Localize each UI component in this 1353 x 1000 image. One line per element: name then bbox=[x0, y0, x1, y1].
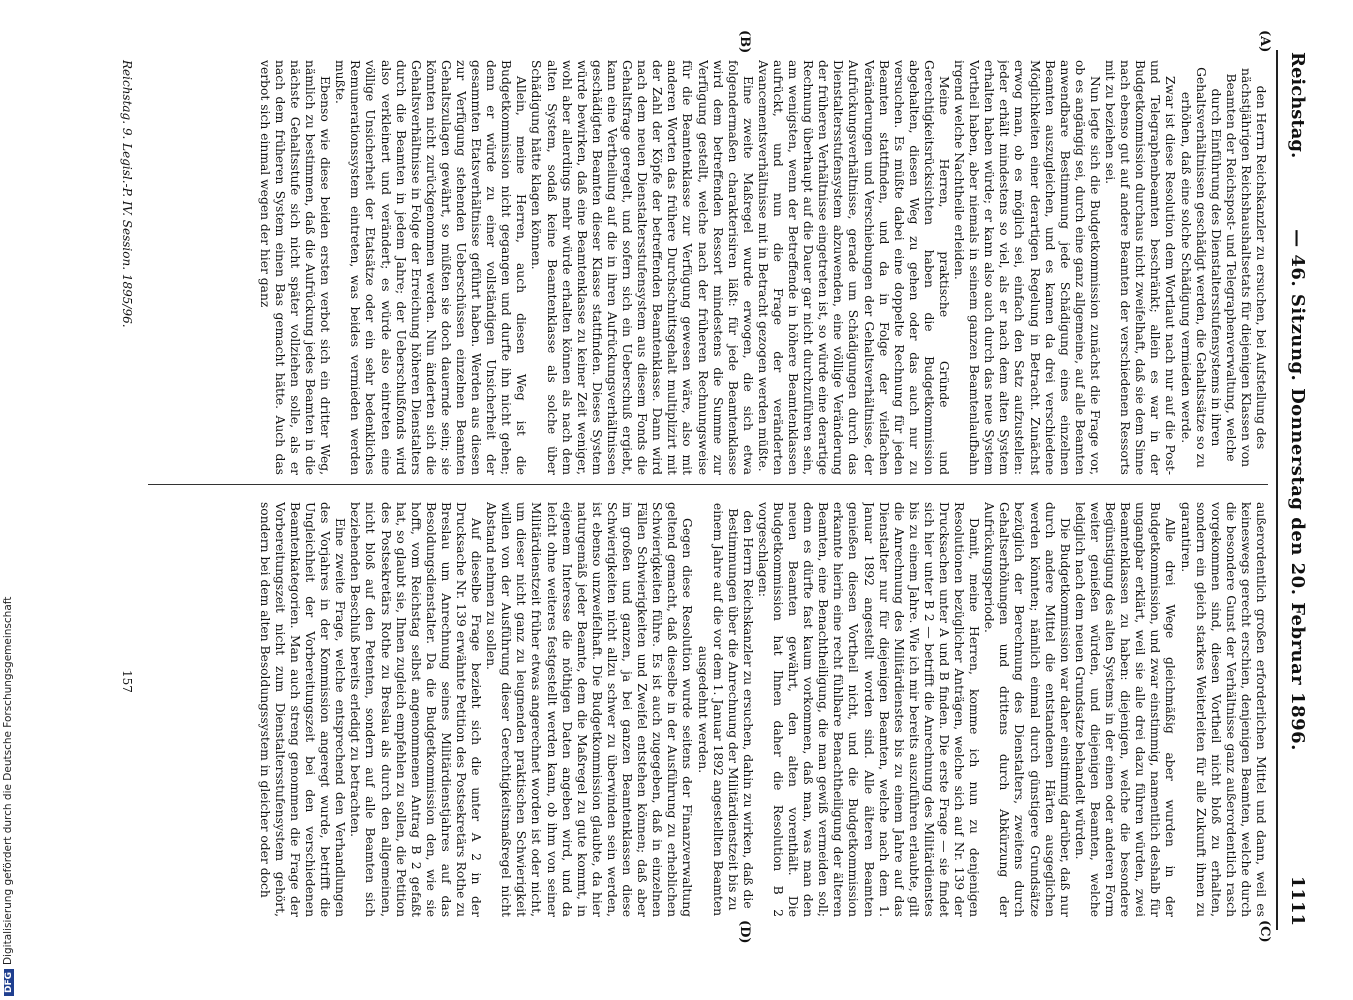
paragraph: Meine Herren, praktische Gründe und Gerechtigkeitsrücksichten haben die Budgetkommission abgehalten, diesen Weg zu gehen oder das auch nur zu versuchen. Es müßte dabei eine doppelte Rechnung für jeden Beamten stattfinden, und da in Folge der vielfachen Veränderungen und Verschiebungen der Gehaltsverhältnisse, der Aufrückungsverhältnisse, gerade um Schädigungen durch das Dienstaltersstufensystem abzuwenden, eine völlige Veränderung der früheren Verhältnisse eingetreten ist, so würde eine derartige Rechnung überhaupt auf die Dauer gar nicht durchzuführen sein, am wenigsten, wenn der Betreffende in höhere Beamtenklassen aufrückt, und nun die Frage der veränderten Avancementsverhältnisse mit in Betracht gezogen werden müßte. bbox=[755, 60, 952, 475]
margin-marker-c: (C) bbox=[1257, 920, 1272, 943]
left-text-column bbox=[148, 60, 1268, 475]
paragraph: Eine zweite Frage, welche entsprechend den Verhandlungen des Vorjahres in der Kommission angeregt wurde, betrifft die Ungleichheit der Vorbereitungszeit bei den verschiedenen Beamtenkategorien. Man auch streng genommen die Frage der Vorbereitungszeit nicht zum Dienstaltersstufensystem gehört, sondern bei dem alten Besoldungssystem in gleicher oder doch bbox=[257, 502, 348, 917]
paragraph: Alle drei Wege gleichmäßig aber wurden in der Budgetkommission, und zwar einstimmig, namentlich deshalb für ungangbar erklärt, weil sie alle drei dazu führen würden, zwei Beamtenklassen zu haben: diejenigen, welche die besondere Begünstigung des alten Systems in der einen oder anderen Form weiter genießen würden, und diejenigen Beamten, welche lediglich nach dem neuen Grundsatze behandelt würden. bbox=[1072, 502, 1178, 917]
paragraph: Zwar ist diese Resolution dem Wortlaut nach nur auf die Post- und Telegraphenbeamten beschränkt; allein es war in der Budgetkommission durchaus nicht zweifelhaft, daß sie dem Sinne nach ebenso gut auf andere Beamten der verschiedenen Ressorts mit zu beziehen sei. bbox=[1103, 60, 1178, 475]
paragraph: Allein, meine Herren, auch diesen Weg ist die Budgetkommission nicht gegangen und durfte ihn nicht gehen; denn er würde zu einer vollständigen Unsicherheit der gesammten Etatsverhältnisse geführt haben. Werden aus diesen zur Verfügung stehenden Ueberschüssen einzelnen Beamten Gehaltszulagen gewährt, so müßten sie doch dauernde sein; sie könnten nicht zurückgenommen werden. Nun änderten sich die Gehaltsverhältnisse in Folge der Erreichung höheren Dienstalters durch die Beamten in jedem Jahre; der Ueberschußfonds wird also verkleinert und verändert; es würde also eintreten eine völlige Unsicherheit der Etatsätze oder ein sehr bedenkliches Remunerationssystem eintreten, was beides vermieden werden mußte. bbox=[333, 60, 529, 475]
margin-marker-a: (A) bbox=[1257, 30, 1272, 53]
paragraph: außerordentlich großen erforderlichen Mittel und dann, weil es keineswegs gerecht erschien, denjenigen Beamten, welche durch die besondere Gunst der Verhältnisse ganz außerordentlich rasch vorgekommen sind, diesen Vortheil nicht bloß zu erhalten, sondern ein gleich starkes Weiterleiten für alle Zukunft ihnen zu garantiren. bbox=[1178, 502, 1268, 917]
paragraph: Die Budgetkommission war daher einstimmig darüber, daß nur durch andere Mittel die entstandenen Härten ausgeglichen werden könnten; nämlich einmal durch günstigere Grundsätze bezüglich der Berechnung des Dienstalters, zweitens durch Gehaltserhöhungen und drittens durch Abkürzung der Aufrückungsperiode. bbox=[982, 502, 1072, 917]
paragraph: Gegen diese Resolution wurde seitens der Finanzverwaltung geltend gemacht, daß dieselbe in der Ausführung zu erheblichen Schwierigkeiten führe. Es ist auch zugegeben, daß in einzelnen Fällen Schwierigkeiten und Zweifel entstehen können; daß aber im großen und ganzen, ja bei ganzen Beamtenklassen diese Schwierigkeiten nicht allzu schwer zu überwinden sein werden, ist ebenso unzweifelhaft. Die Budgetkommission glaubte, da hier naturgemäß jeder Beamte, dem die Maßregel zu gute kommt, in eigenem Interesse die nöthigen Daten angeben wird, und da leicht ohne weiteres festgestellt werden kann, ob ihm von seiner Militärdienstzeit früher etwas angerechnet worden ist oder nicht, um dieser nicht ganz zu leugnenden praktischen Schwierigkeit willen von der Ausführung dieser Gerechtigkeitsmaßregel nicht Abstand nehmen zu sollen. bbox=[484, 502, 695, 917]
paragraph: den Herrn Reichskanzler zu ersuchen, bei Aufstellung des nächstjährigen Reichshaushaltsetats für diejenigen Klassen von Beamten der Reichspost- und Telegraphenverwaltung, welche durch Einführung des Dienstaltersstufensystems in ihren Gehaltsverhältnissen geschädigt werden, die Gehaltssätze so zu erhöhen, daß eine solche Schädigung vermieden werde. bbox=[1178, 67, 1268, 468]
margin-marker-b: (B) bbox=[737, 30, 752, 54]
digitization-credit bbox=[2, 597, 14, 996]
dfg-logo: DFG bbox=[4, 969, 14, 996]
column-divider bbox=[148, 484, 1268, 485]
margin-marker-d: (D) bbox=[737, 920, 752, 944]
paragraph: Eine zweite Maßregel wurde erwogen, die sich etwa folgendermaßen charakterisiren läßt: für jede Beamtenklasse wird dem betreffenden Ressort mindestens die Summe zur Verfügung gestellt, welche nach der früheren Rechnungsweise für die Beamtenklasse zur Verfügung gewesen wäre, also mit anderen Worten das frühere Durchschnittsgehalt multiplizirt mit der Zahl der Köpfe der betreffenden Beamtenklasse. Dann wird nach dem neuen Dienstaltersstufensystem aus diesem Fonds die Gehaltsfrage geregelt, und sofern sich ein Ueberschuß ergiebt, kann eine Vertheilung auf die in ihren Aufrückungsverhältnissen geschädigten Beamten dieser Klasse stattfinden. Dieses System würde bewirken, daß eine Beamtenklasse zu keiner Zeit weniger, wohl aber allerdings mehr würde erhalten können als nach dem alten System, sodaß keine Beamtenklasse als solche über Schädigung hätte klagen können. bbox=[529, 60, 755, 475]
paragraph: Ebenso wie diese beiden ersten verbot sich ein dritter Weg, nämlich zu bestimmen, daß die Aufrückung jedes Beamten in die nächste Gehaltsstufe sich nicht später vollziehen solle, als er nach dem früheren System einen Bas gemacht hätte. Auch das verbot sich einmal wegen der hier ganz bbox=[257, 60, 333, 475]
quoted-resolution: den Herrn Reichskanzler zu ersuchen, dahin zu wirken, daß die Bestimmungen über die Anrechnung der Militärdienstzeit bis zu einem Jahre auf die vor dem 1. Januar 1892 angestellten Beamten ausgedehnt werden. bbox=[695, 502, 755, 917]
footer-page-number: 157 bbox=[120, 670, 134, 693]
footer-session-note: Reichstag. 9. Legisl.-P. IV. Session. 1895/96. bbox=[120, 60, 134, 328]
paragraph: Damit, meine Herren, komme ich nun zu denjenigen Resolutionen bezüglicher Anträgen, welche sich auf Nr. 139 der Drucksachen unter A und B finden. Die erste Frage — sie findet sich hier unter B 2 — betrifft die Anrechnung des Militärdienstes bis zu einem Jahre. Wie ich mir bereits auszuführen erlaubte, gilt die Anrechnung des Militärdienstes bis zu einem Jahre auf das Dienstalter nur für diejenigen Beamten, welche nach dem 1. Januar 1892 angestellt worden sind. Alle älteren Beamten genießen diesen Vortheil nicht, und die Budgetkommission erkannte hierin eine recht fühlbare Benachtheiligung der älteren Beamten, eine Benachtheiligung, die man gewiß vermeiden soll; denn es dürfte fast kaum vorkommen, daß man, was man den neuen Beamten gewährt, den alten vorenthält. Die Budgetkommission hat Ihnen daher die Resolution B 2 vorgeschlagen: bbox=[755, 502, 982, 917]
header-left: Reichstag. bbox=[1287, 52, 1308, 159]
right-text-column bbox=[148, 502, 1268, 917]
credit-text: Digitalisierung gefördert durch die Deutsche Forschungsgemeinschaft bbox=[2, 596, 14, 965]
paragraph: Nun legte sich die Budgetkommission zunächst die Frage vor, ob es angängig sei, durch eine ganz allgemeine, auf alle Beamten anwendbare Bestimmung jede Schädigung eines einzelnen Beamten auszugleichen, und es kamen da drei verschiedene Möglichkeiten einer derartigen Regelung in Betracht. Zunächst erwog man, ob es möglich sei, einfach den Satz aufzustellen: jeder erhält mindestens so viel, als er nach dem alten System erhalten haben würde; er kann also auch durch das neue System Vortheil haben, aber niemals in seinem ganzen Beamtenlaufbahn irgend welche Nachtheile erleiden. bbox=[952, 60, 1102, 475]
paragraph: Auf dieselbe Frage bezieht sich die unter A 2 in der Drucksache Nr. 139 erwähnte Petition des Postsekretärs Rothe zu Breslau um Anrechnung seines Militärdienstjahres auf das Besoldungsdienstalter. Da die Budgetkommission den, wie sie hofft, vom Reichstag selbst angenommenen Antrag B 2 gefaßt hat, so glaubt sie, Ihnen zugleich empfehlen zu sollen, die Petition des Postsekretärs Rothe zu Breslau als durch den allgemeinen, nicht bloß auf den Petenten, sondern auf alle Beamten sich beziehenden Beschluß bereits erledigt zu betrachten. bbox=[348, 502, 484, 917]
page-header bbox=[1276, 50, 1312, 930]
scanned-page bbox=[82, 30, 1312, 944]
header-title: — 46. Sitzung. Donnerstag den 20. Februar 1896. bbox=[1287, 229, 1308, 751]
header-page-number: 1111 bbox=[1287, 875, 1308, 926]
